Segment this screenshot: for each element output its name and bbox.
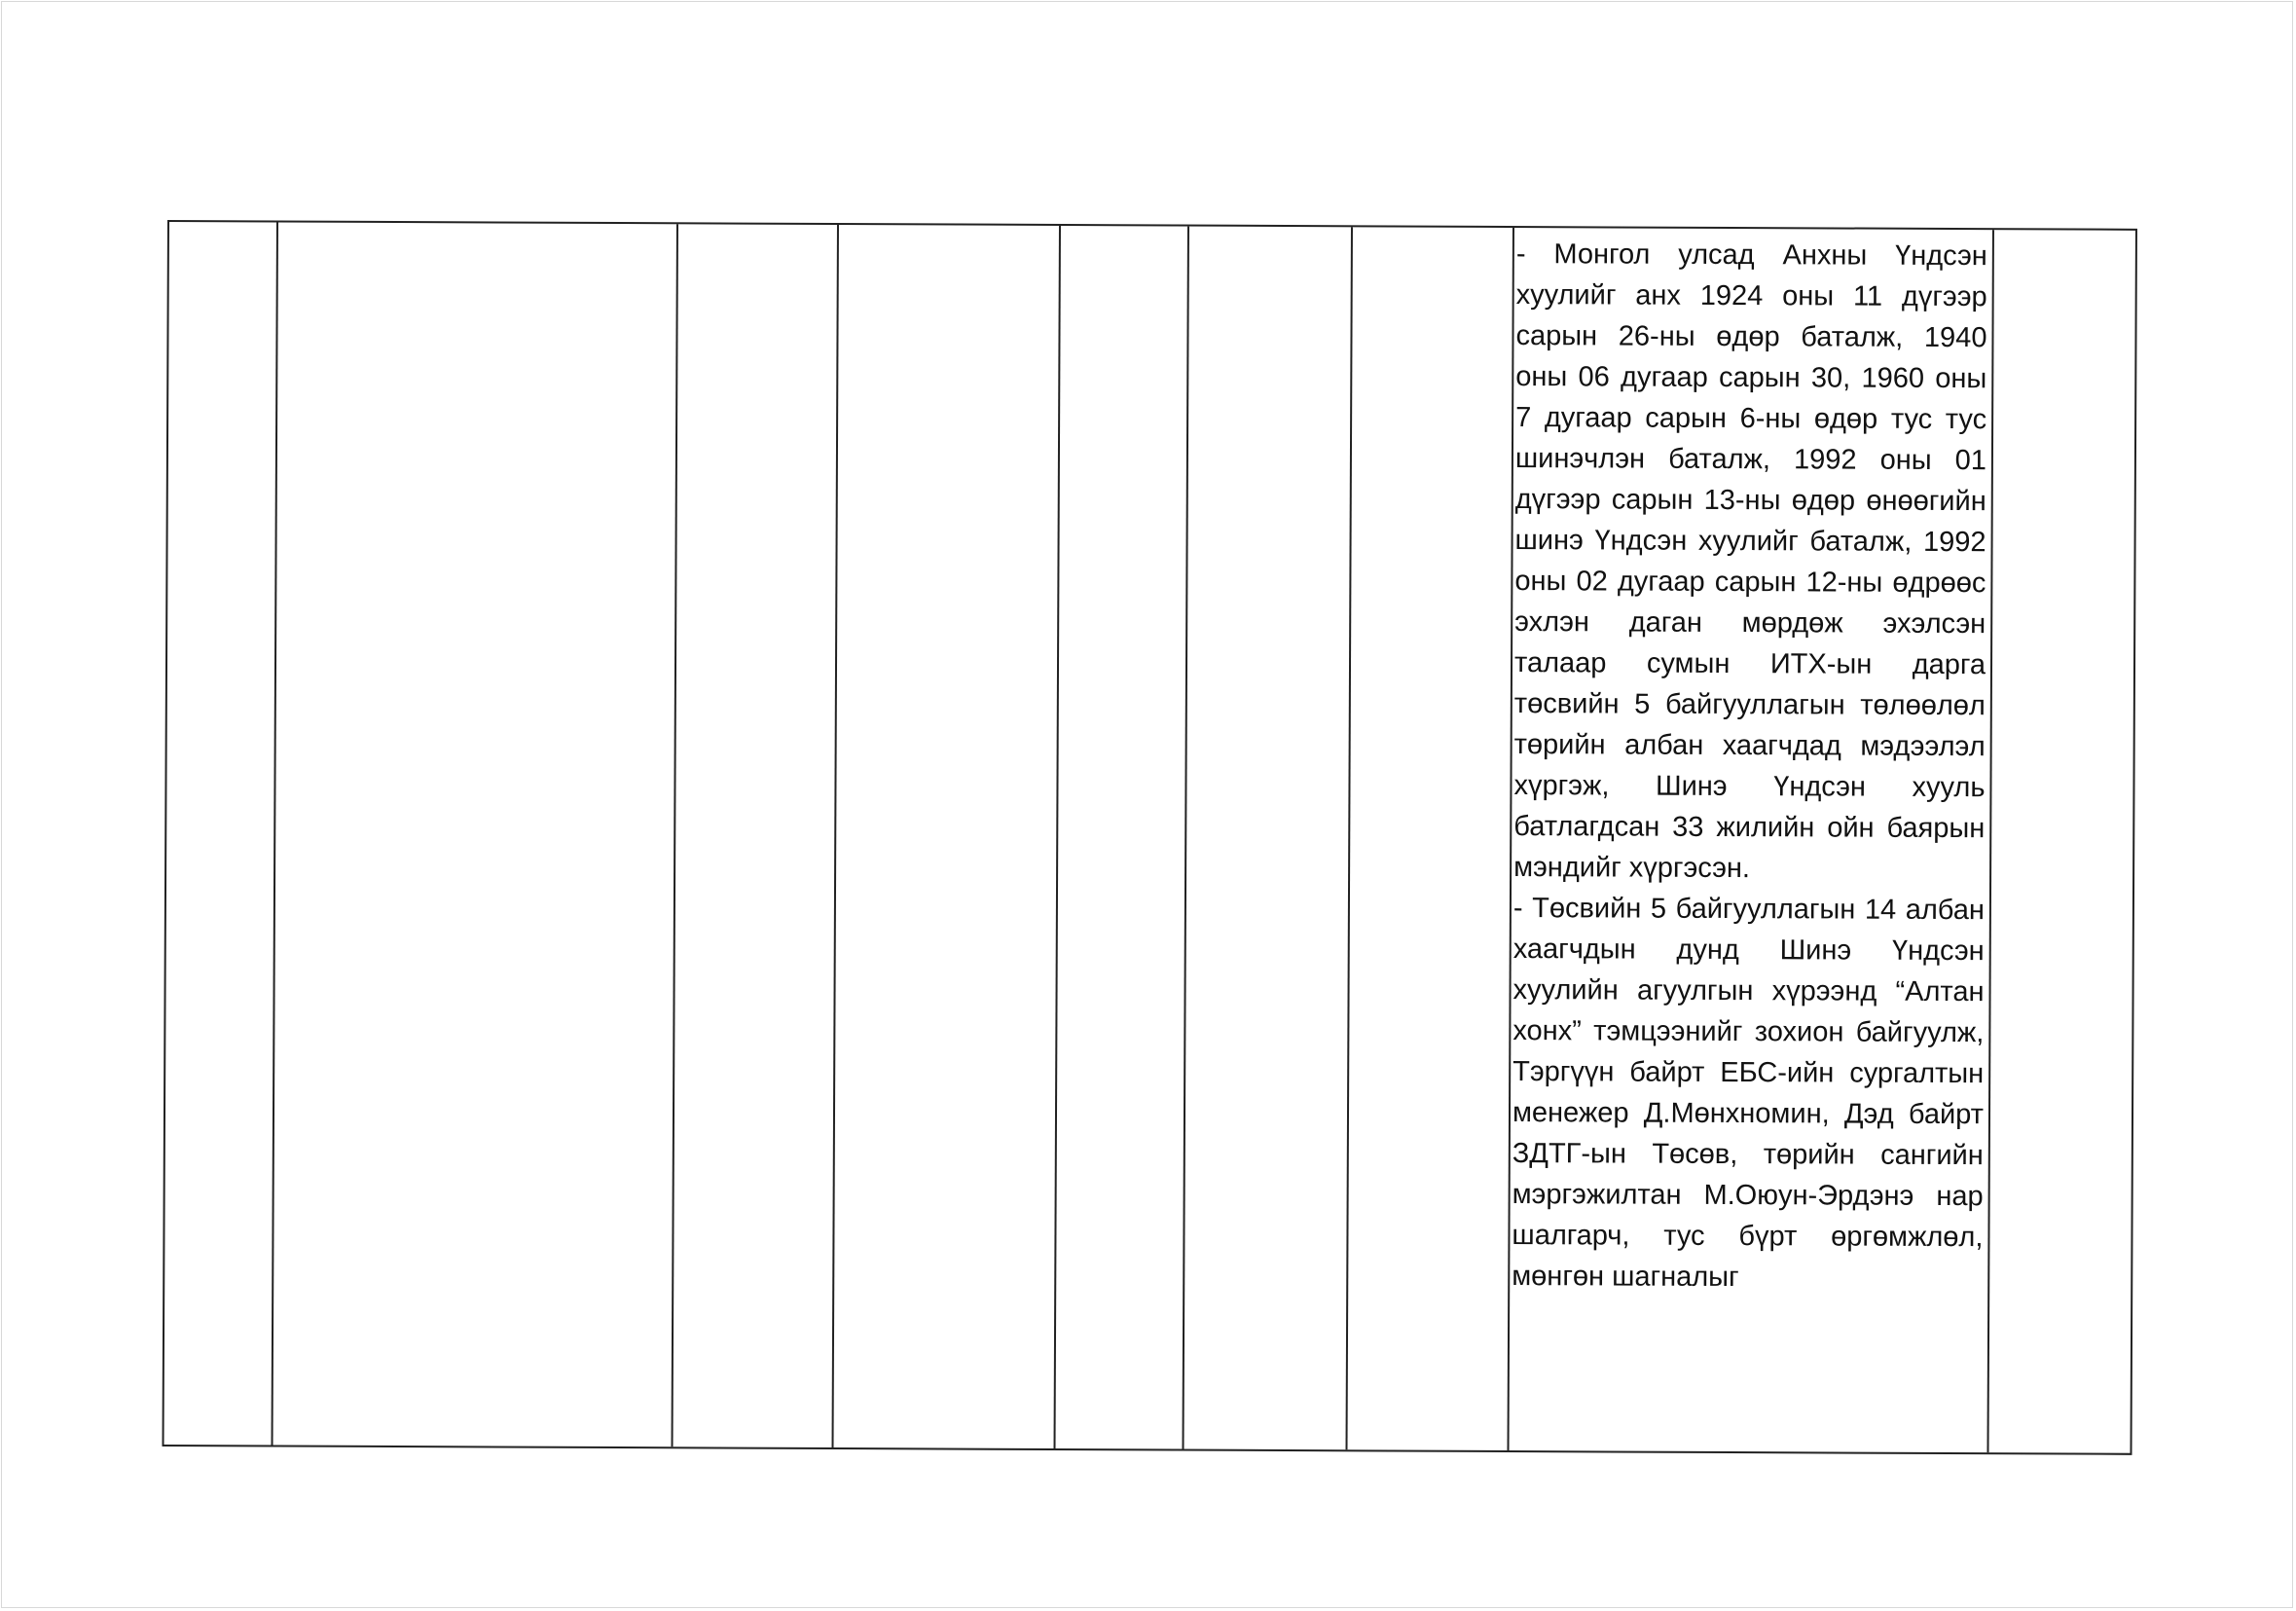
paragraph-constitution-history: - Монгол улсад Анхны Үндсэн хуулийг анх 1924 оны 11 дүгээр сарын 26-ны өдөр баталж, 1940 оны 06 дугаар сарын 30, 1960 оны 7 дугаар сарын 6-ны өдөр тус тус шинэчлэн баталж, 1992 оны 01 дүгээр сарын 13-ны өдөр өнөөгийн шинэ Үндсэн хуулийг баталж, 1992 оны 02 дугаар сарын 12-ны өдрөөс эхлэн даган мөрдөж эхэлсэн талаар сумын ИТХ-ын дарга төсвийн 5 байгууллагын төлөөлөл төрийн албан хаагчдад мэдээлэл хүргэж, Шинэ Үндсэн хууль батлагдсан 33 жилийн ойн баярын мэндийг хүргэсэн. <box>1513 238 1987 885</box>
paragraph-golden-bell-contest: - Төсвийн 5 байгууллагын 14 албан хаагчдын дунд Шинэ Үндсэн хуулийн агуулгын хүрээнд “Алтан хонх” тэмцээнийг зохион байгуулж, Тэргүүн байрт ЕБС-ийн сургалтын менежер Д.Мөнхномин, Дэд байрт ЗДТГ-ын Төсөв, төрийн сангийн мэргэжилтан М.Оюун-Эрдэнэ нар шалгарч, тус бүрт өргөмжлөл, мөнгөн шагналыг <box>1512 893 1985 1294</box>
column-divider-2 <box>672 224 678 1446</box>
column-divider-1 <box>272 222 278 1445</box>
report-text-cell <box>1512 234 1987 1299</box>
column-divider-6 <box>1345 227 1352 1449</box>
column-divider-8 <box>1986 230 1993 1452</box>
column-divider-3 <box>832 225 839 1447</box>
report-table <box>163 220 2137 1455</box>
column-divider-5 <box>1183 227 1189 1449</box>
column-divider-4 <box>1054 226 1061 1448</box>
